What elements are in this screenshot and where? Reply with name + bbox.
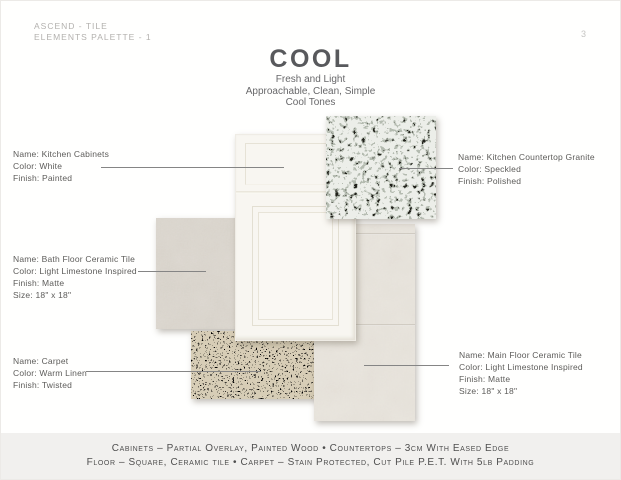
label-line-color: Color: Light Limestone Inspired: [459, 362, 583, 372]
label-cabinet: [13, 148, 109, 184]
label-line-color: Color: Speckled: [458, 164, 522, 174]
label-line-finish: Finish: Twisted: [13, 380, 73, 390]
leader-line-cabinet: [101, 167, 284, 168]
footer-spec-bar: [1, 433, 620, 479]
label-line-size: Size: 18" x 18": [459, 386, 518, 396]
label-line-finish: Finish: Matte: [13, 278, 65, 288]
label-line-finish: Finish: Painted: [13, 173, 73, 183]
label-line-name: Name: Kitchen Countertop Granite: [458, 152, 595, 162]
page-number: 3: [580, 29, 586, 39]
label-carpet: [13, 355, 87, 391]
label-line-finish: Finish: Matte: [459, 374, 511, 384]
leader-line-carpet: [86, 371, 261, 372]
label-line-color: Color: White: [13, 161, 63, 171]
label-line-finish: Finish: Polished: [458, 176, 522, 186]
label-line-size: Size: 18" x 18": [13, 290, 72, 300]
label-line-color: Color: Light Limestone Inspired: [13, 266, 137, 276]
label-line-name: Name: Bath Floor Ceramic Tile: [13, 254, 136, 264]
label-line-name: Name: Carpet: [13, 356, 69, 366]
label-line-color: Color: Warm Linen: [13, 368, 87, 378]
label-line-name: Name: Kitchen Cabinets: [13, 149, 110, 159]
palette-title: COOL: [269, 45, 352, 73]
palette-subtitle: [1, 74, 620, 109]
label-line-name: Name: Main Floor Ceramic Tile: [459, 350, 582, 360]
footer-spec-line-1: Cabinets – Partial Overlay, Painted Wood • Countertops – 3cm With Eased Edge: [111, 443, 510, 454]
leader-line-bath-tile: [138, 271, 206, 272]
brand-line-2: ELEMENTS PALETTE - 1: [34, 32, 152, 42]
label-main-tile: [459, 349, 583, 397]
cabinet-door-panel-inner: [258, 212, 333, 320]
subtitle-line-3: Cool Tones: [285, 97, 336, 108]
cabinet-door-panel: [252, 206, 339, 326]
brand-header: [34, 21, 152, 43]
subtitle-line-2: Approachable, Clean, Simple: [245, 85, 376, 97]
swatch-carpet: [191, 331, 318, 399]
brand-line-1: ASCEND - TILE: [34, 21, 108, 31]
subtitle-line-1: Fresh and Light: [275, 74, 346, 85]
carpet-texture: [191, 331, 318, 399]
label-granite: [458, 151, 595, 187]
leader-line-main-tile: [364, 365, 449, 366]
label-bath-tile: [13, 253, 137, 301]
footer-spec-line-2: Floor – Square, Ceramic tile • Carpet – Stain Protected, Cut Pile P.E.T. With 5lb Padding: [86, 457, 535, 468]
leader-line-granite: [399, 168, 453, 169]
